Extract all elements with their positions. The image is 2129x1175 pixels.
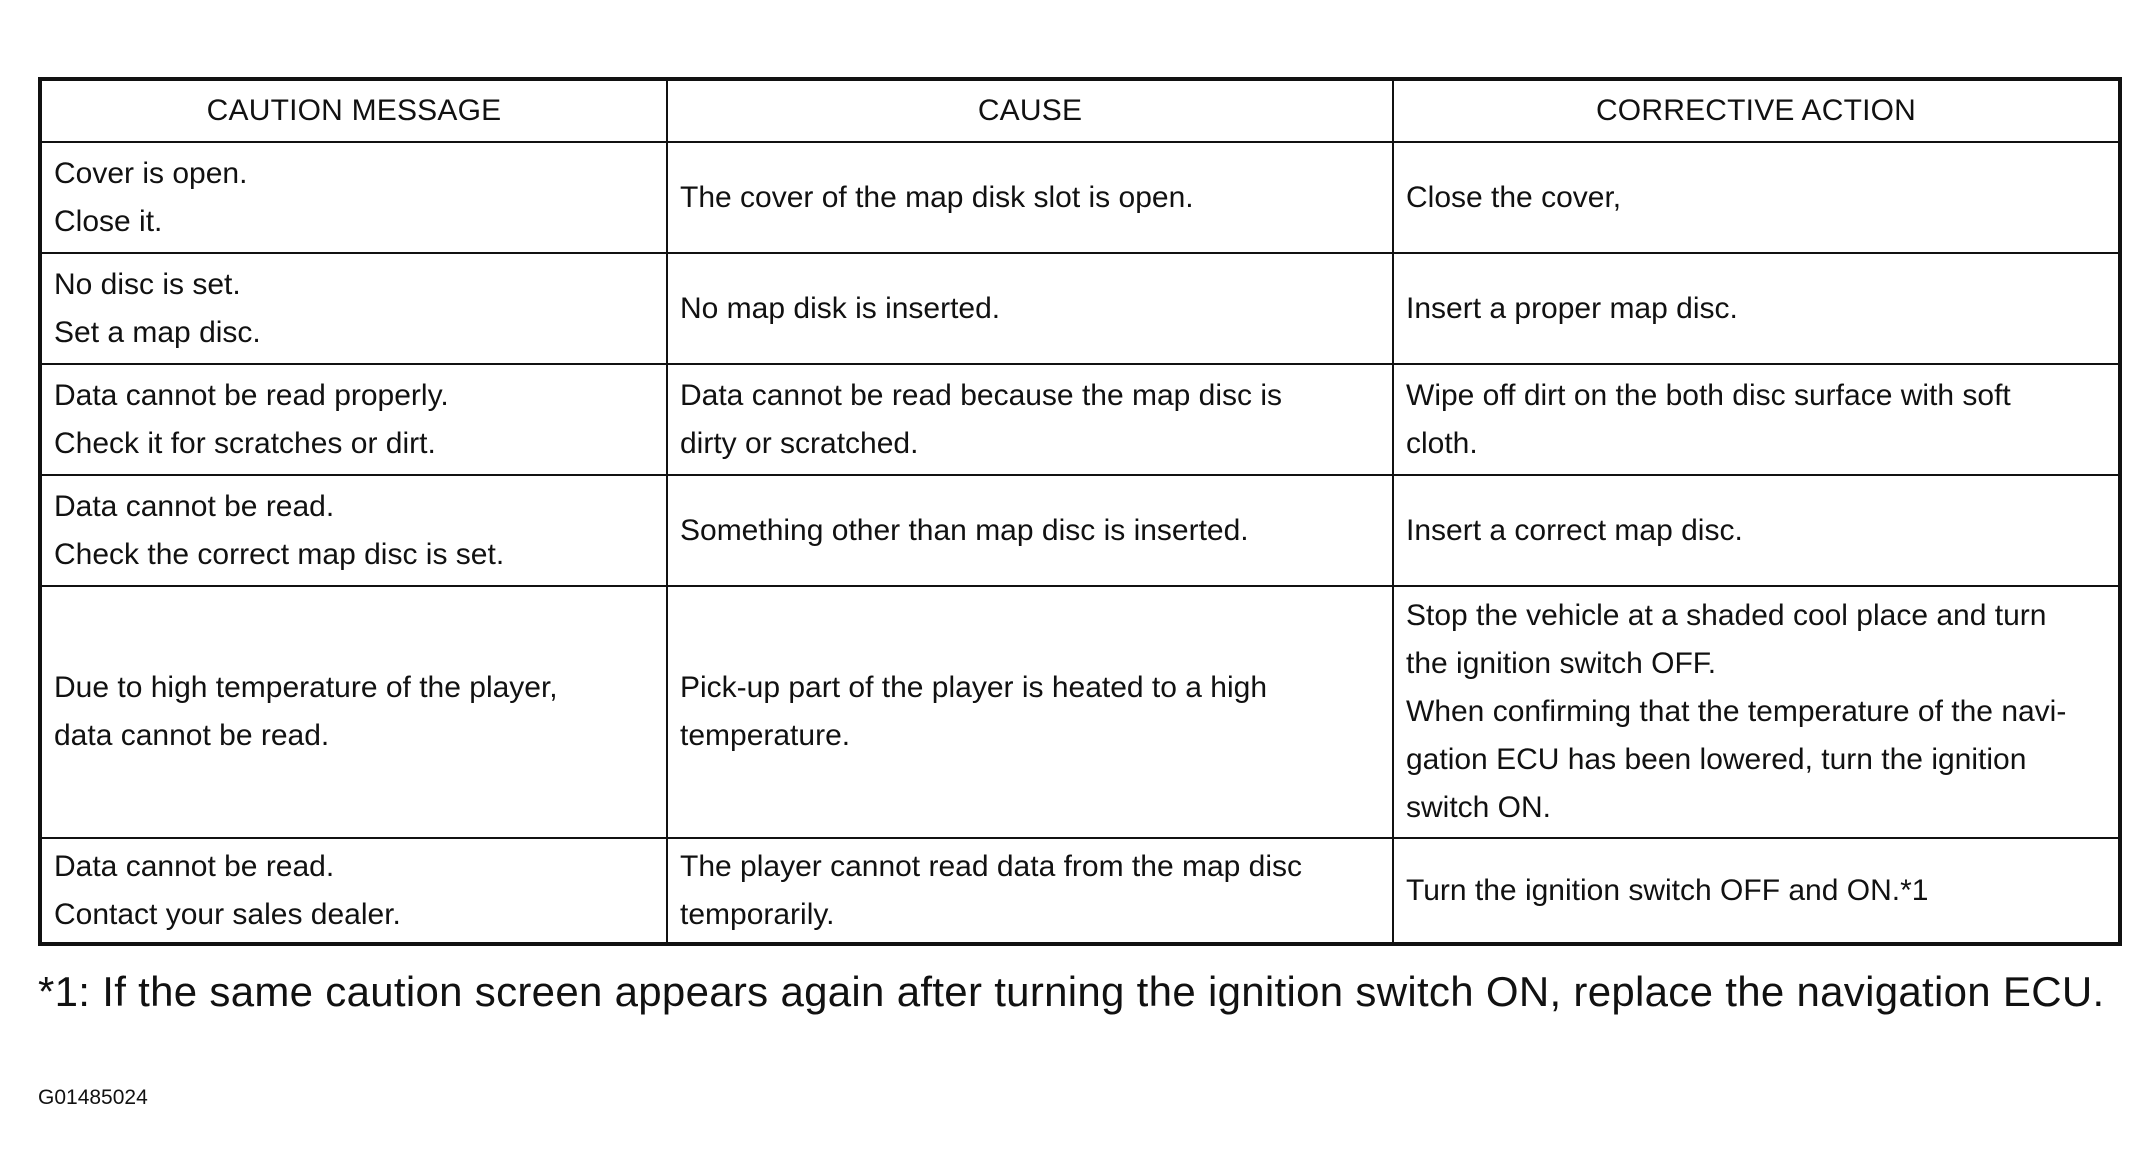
cell-line: Data cannot be read. — [54, 489, 335, 523]
cell-line: Turn the ignition switch OFF and ON.*1 — [1406, 873, 1929, 907]
cause-cell — [667, 364, 1393, 475]
corrective-action-cell — [1393, 586, 2120, 838]
cell-line: Stop the vehicle at a shaded cool place and turn — [1406, 599, 2047, 632]
cell-line: gation ECU has been lowered, turn the ignition — [1406, 743, 2027, 776]
caution-message-cell — [40, 364, 667, 475]
cause-cell — [667, 475, 1393, 586]
cell-line: dirty or scratched. — [680, 426, 919, 460]
cell-line: switch ON. — [1406, 791, 1552, 824]
header-cause: CAUSE — [667, 79, 1393, 142]
cell-line: Data cannot be read properly. — [54, 378, 449, 412]
cause-cell — [667, 586, 1393, 838]
cause-cell — [667, 142, 1393, 253]
corrective-action-cell — [1393, 838, 2120, 944]
caution-message-cell — [40, 142, 667, 253]
header-caution-message: CAUTION MESSAGE — [40, 79, 667, 142]
cell-line: the ignition switch OFF. — [1406, 647, 1717, 680]
cell-line: The cover of the map disk slot is open. — [680, 180, 1194, 214]
table-row — [40, 253, 2120, 364]
cell-line: temporarily. — [680, 897, 835, 931]
cell-line: Insert a proper map disc. — [1406, 291, 1738, 325]
cell-line: Check the correct map disc is set. — [54, 537, 505, 571]
header-corrective-action: CORRECTIVE ACTION — [1393, 79, 2120, 142]
caution-message-cell — [40, 475, 667, 586]
cell-line: The player cannot read data from the map disc — [680, 849, 1303, 883]
caution-message-cell — [40, 838, 667, 944]
cell-line: Pick-up part of the player is heated to a high — [680, 671, 1268, 704]
caution-message-cell — [40, 586, 667, 838]
cell-line: When confirming that the temperature of the navi- — [1406, 695, 2067, 728]
cell-line: Close it. — [54, 204, 163, 238]
cell-line: cloth. — [1406, 426, 1478, 460]
table-row — [40, 475, 2120, 586]
footnote: *1: If the same caution screen appears again after turning the ignition switch ON, replace the navigation ECU. — [38, 968, 2105, 1015]
cell-line: Set a map disc. — [54, 315, 261, 349]
corrective-action-cell — [1393, 253, 2120, 364]
caution-message-table — [38, 77, 2122, 946]
figure-code: G01485024 — [38, 1086, 148, 1109]
cell-line: Wipe off dirt on the both disc surface with soft — [1406, 378, 2011, 412]
caution-message-cell — [40, 253, 667, 364]
table-row — [40, 364, 2120, 475]
cell-line: data cannot be read. — [54, 719, 330, 752]
cell-line: Something other than map disc is inserted. — [680, 513, 1249, 547]
cell-line: No disc is set. — [54, 267, 241, 301]
table-row — [40, 142, 2120, 253]
table-row — [40, 838, 2120, 944]
corrective-action-cell — [1393, 142, 2120, 253]
cell-line: No map disk is inserted. — [680, 291, 1001, 325]
cell-line: Close the cover, — [1406, 180, 1622, 214]
cell-line: temperature. — [680, 719, 851, 752]
table-header-row — [40, 79, 2120, 142]
cell-line: Check it for scratches or dirt. — [54, 426, 436, 460]
cell-line: Insert a correct map disc. — [1406, 513, 1743, 547]
cell-line: Cover is open. — [54, 156, 248, 190]
cell-line: Data cannot be read because the map disc is — [680, 378, 1283, 412]
cause-cell — [667, 253, 1393, 364]
table-row — [40, 586, 2120, 838]
cause-cell — [667, 838, 1393, 944]
cell-line: Due to high temperature of the player, — [54, 671, 558, 704]
cell-line: Contact your sales dealer. — [54, 897, 401, 931]
corrective-action-cell — [1393, 364, 2120, 475]
cell-line: Data cannot be read. — [54, 849, 335, 883]
corrective-action-cell — [1393, 475, 2120, 586]
